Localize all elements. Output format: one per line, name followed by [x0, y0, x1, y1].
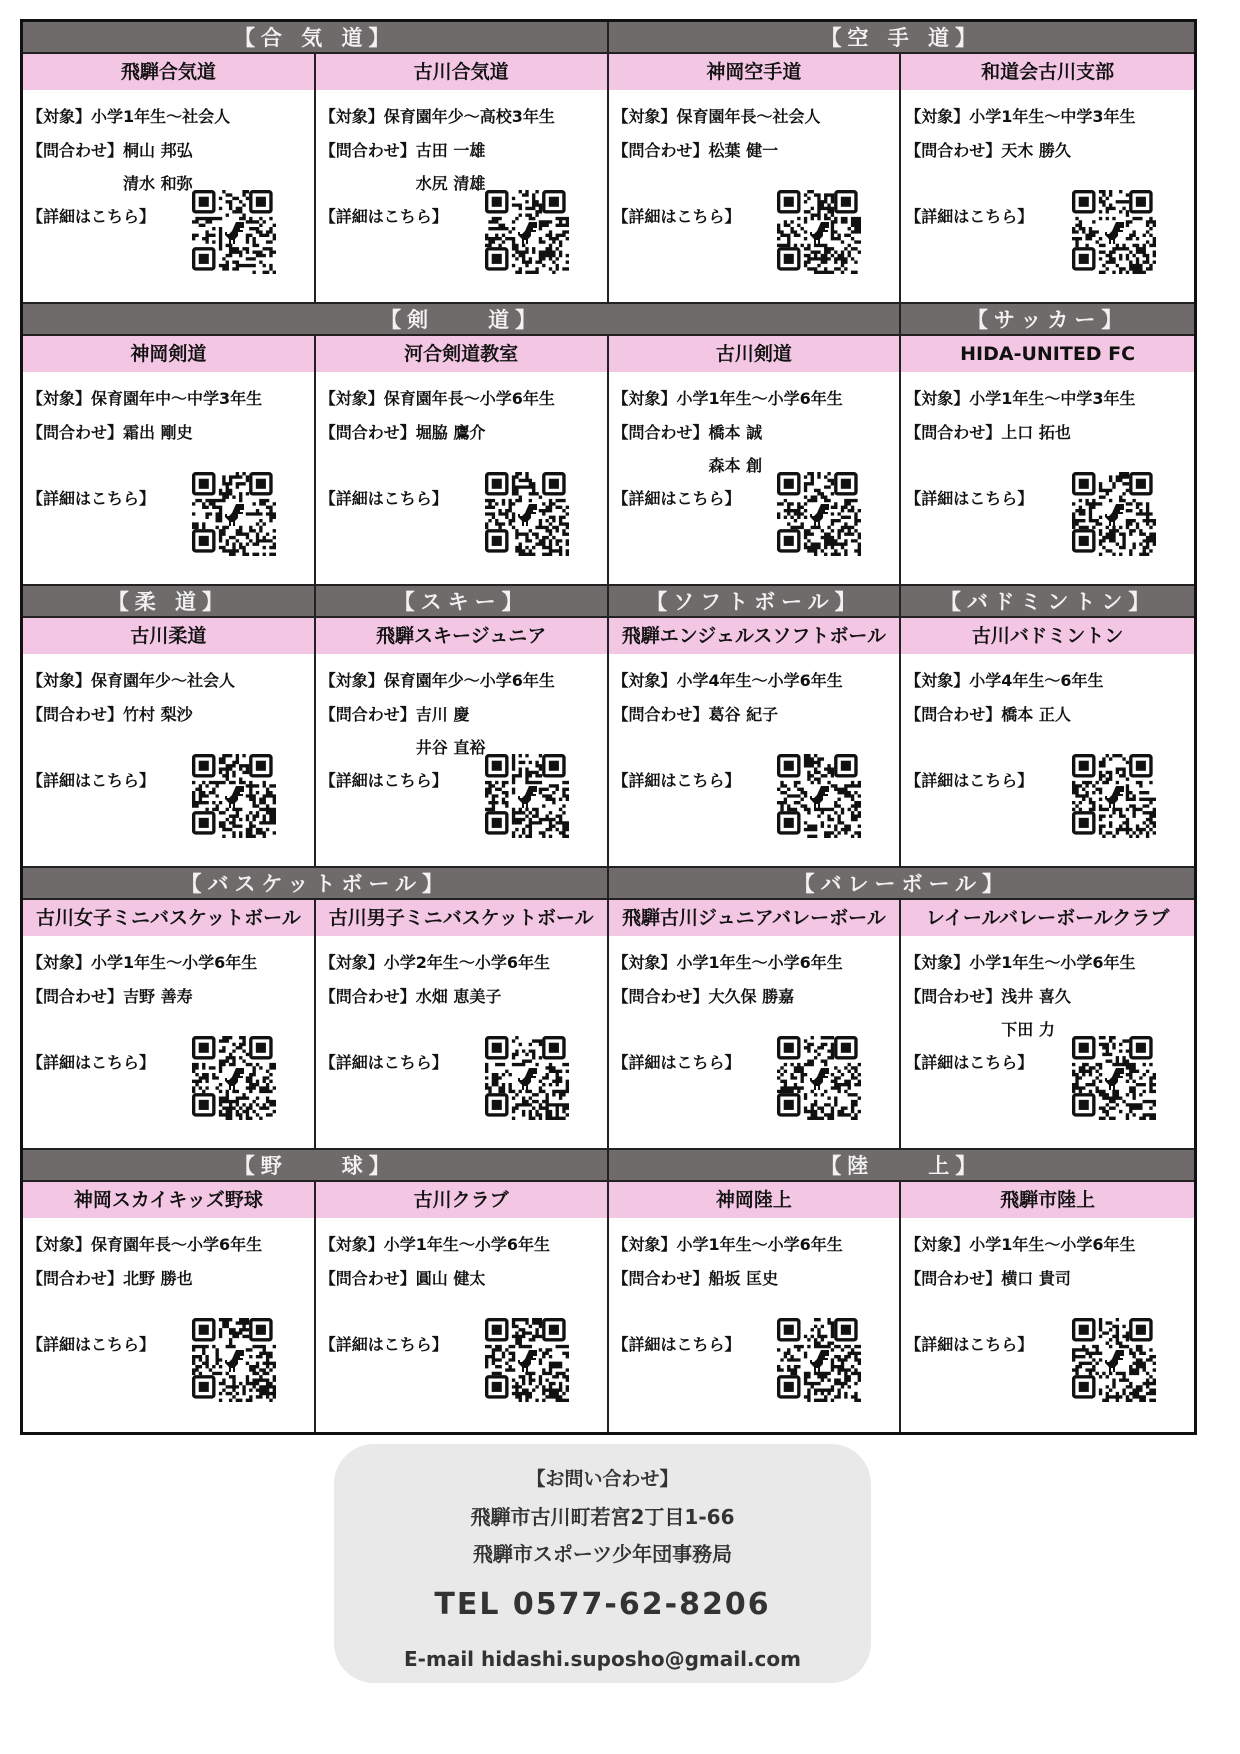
club-target	[613, 386, 843, 409]
club-name: 飛騨古川ジュニアバレーボール	[609, 900, 900, 936]
qr-code-icon[interactable]	[192, 472, 276, 556]
detail-link[interactable]: 【詳細はこちら】	[612, 207, 741, 226]
target-label: 【対象】	[905, 389, 970, 408]
contact-names	[416, 1266, 486, 1289]
contact-names	[123, 702, 193, 725]
detail-link[interactable]: 【詳細はこちら】	[319, 207, 448, 226]
contact-label: 【問合わせ】	[319, 141, 416, 160]
contact-names	[123, 138, 193, 194]
target-label: 【対象】	[27, 389, 92, 408]
target-label: 【対象】	[905, 107, 970, 126]
target-value: 小学4年生～小学6年生	[676, 671, 843, 690]
target-value: 小学4年生～6年生	[969, 671, 1104, 690]
qr-code-icon[interactable]	[192, 1318, 276, 1402]
detail-link[interactable]: 【詳細はこちら】	[319, 1335, 448, 1354]
qr-code-icon[interactable]	[1072, 754, 1156, 838]
club-name: 古川柔道	[23, 618, 314, 654]
contact-label: 【問合わせ】	[612, 141, 709, 160]
club-contact	[613, 420, 763, 476]
contact-person: 船坂 匡史	[708, 1269, 779, 1288]
section-header: 【剣 道】	[23, 304, 901, 336]
club-target	[27, 104, 230, 127]
club-card	[23, 900, 316, 1150]
contact-label: 【問合わせ】	[905, 705, 1002, 724]
club-name: 古川女子ミニバスケットボール	[23, 900, 314, 936]
target-value: 保育園年長～小学6年生	[383, 389, 555, 408]
club-card	[609, 1182, 902, 1432]
club-card	[316, 336, 609, 586]
club-card	[609, 900, 902, 1150]
contact-person: 清水 和弥	[123, 174, 193, 193]
target-label: 【対象】	[27, 1235, 92, 1254]
club-card	[23, 1182, 316, 1432]
club-name: 飛騨エンジェルスソフトボール	[609, 618, 900, 654]
info-tel[interactable]: TEL 0577-62-8206	[434, 1587, 771, 1622]
club-card	[316, 900, 609, 1150]
contact-info-box	[334, 1444, 871, 1683]
target-label: 【対象】	[27, 953, 92, 972]
detail-link[interactable]: 【詳細はこちら】	[27, 771, 156, 790]
detail-link[interactable]: 【詳細はこちら】	[27, 489, 156, 508]
qr-code-icon[interactable]	[1072, 472, 1156, 556]
club-card	[901, 900, 1194, 1150]
contact-person: 水畑 恵美子	[415, 987, 502, 1006]
target-value: 小学1年生～中学3年生	[969, 107, 1136, 126]
target-value: 保育園年少～社会人	[91, 671, 236, 690]
target-value: 小学1年生～小学6年生	[969, 953, 1136, 972]
qr-code-icon[interactable]	[777, 1318, 861, 1402]
club-name: 神岡陸上	[609, 1182, 900, 1218]
contact-person: 古田 一雄	[415, 141, 486, 160]
club-target	[320, 668, 555, 691]
detail-link[interactable]: 【詳細はこちら】	[319, 1053, 448, 1072]
club-contact	[320, 1266, 486, 1289]
target-label: 【対象】	[905, 1235, 970, 1254]
contact-names	[123, 1266, 193, 1289]
club-card	[901, 1182, 1194, 1432]
target-label: 【対象】	[319, 389, 384, 408]
club-name: 飛騨合気道	[23, 54, 314, 90]
target-value: 保育園年少～小学6年生	[383, 671, 555, 690]
contact-person: 橋本 誠	[708, 423, 763, 442]
detail-link[interactable]: 【詳細はこちら】	[612, 1053, 741, 1072]
contact-names	[416, 420, 486, 443]
target-label: 【対象】	[905, 671, 970, 690]
qr-code-icon[interactable]	[485, 190, 569, 274]
club-name: 古川剣道	[609, 336, 900, 372]
club-target	[320, 386, 555, 409]
contact-person: 圓山 健太	[415, 1269, 486, 1288]
club-name: 神岡スカイキッズ野球	[23, 1182, 314, 1218]
qr-code-icon[interactable]	[192, 754, 276, 838]
club-target	[905, 104, 1135, 127]
target-value: 小学1年生～小学6年生	[676, 953, 843, 972]
club-target	[905, 1232, 1135, 1255]
club-card	[23, 54, 316, 304]
club-name: 飛騨市陸上	[901, 1182, 1194, 1218]
target-label: 【対象】	[27, 107, 92, 126]
contact-person: 吉川 慶	[415, 705, 470, 724]
club-target	[613, 104, 821, 127]
club-target	[613, 950, 843, 973]
contact-label: 【問合わせ】	[27, 987, 124, 1006]
qr-code-icon[interactable]	[777, 754, 861, 838]
qr-code-icon[interactable]	[485, 1036, 569, 1120]
club-target	[320, 950, 550, 973]
club-target	[613, 1232, 843, 1255]
contact-label: 【問合わせ】	[319, 705, 416, 724]
detail-link[interactable]: 【詳細はこちら】	[27, 207, 156, 226]
contact-label: 【問合わせ】	[612, 1269, 709, 1288]
contact-label: 【問合わせ】	[905, 141, 1002, 160]
qr-code-icon[interactable]	[485, 1318, 569, 1402]
club-card	[23, 336, 316, 586]
detail-link[interactable]: 【詳細はこちら】	[27, 1335, 156, 1354]
club-target	[27, 668, 235, 691]
club-contact	[27, 138, 193, 194]
club-contact	[320, 420, 486, 443]
qr-code-icon[interactable]	[777, 190, 861, 274]
target-label: 【対象】	[612, 953, 677, 972]
contact-label: 【問合わせ】	[905, 1269, 1002, 1288]
contact-person: 堀脇 鷹介	[415, 423, 486, 442]
target-label: 【対象】	[612, 107, 677, 126]
target-value: 小学1年生～社会人	[91, 107, 231, 126]
contact-label: 【問合わせ】	[27, 1269, 124, 1288]
contact-person: 上口 拓也	[1001, 423, 1071, 442]
club-target	[905, 668, 1103, 691]
contact-names	[709, 420, 763, 476]
club-target	[27, 386, 262, 409]
contact-names	[709, 984, 795, 1007]
club-card	[901, 618, 1194, 868]
detail-link[interactable]: 【詳細はこちら】	[905, 207, 1034, 226]
section-header: 【空 手 道】	[609, 22, 1195, 54]
qr-code-icon[interactable]	[777, 1036, 861, 1120]
contact-person: 天木 勝久	[1001, 141, 1071, 160]
qr-code-icon[interactable]	[192, 1036, 276, 1120]
contact-names	[123, 420, 193, 443]
contact-names	[709, 702, 779, 725]
contact-person: 吉野 善寿	[123, 987, 193, 1006]
club-card	[901, 336, 1194, 586]
contact-person: 井谷 直裕	[415, 738, 486, 757]
target-value: 小学1年生～中学3年生	[969, 389, 1136, 408]
contact-names	[1001, 984, 1071, 1040]
contact-person: 浅井 喜久	[1001, 987, 1071, 1006]
target-value: 小学1年生～小学6年生	[91, 953, 258, 972]
club-contact	[905, 984, 1071, 1040]
club-contact	[320, 984, 502, 1007]
contact-names	[416, 984, 502, 1007]
contact-names	[709, 1266, 779, 1289]
club-contact	[613, 984, 795, 1007]
target-value: 保育園年長～社会人	[676, 107, 821, 126]
target-label: 【対象】	[612, 1235, 677, 1254]
contact-person: 松葉 健一	[708, 141, 779, 160]
club-card	[609, 54, 902, 304]
section-header: 【野 球】	[23, 1150, 609, 1182]
club-contact	[905, 702, 1071, 725]
qr-code-icon[interactable]	[1072, 1318, 1156, 1402]
detail-link[interactable]: 【詳細はこちら】	[27, 1053, 156, 1072]
qr-code-icon[interactable]	[1072, 190, 1156, 274]
club-contact	[27, 1266, 193, 1289]
contact-label: 【問合わせ】	[612, 987, 709, 1006]
contact-names	[709, 138, 779, 161]
club-name: 飛騨スキージュニア	[316, 618, 607, 654]
club-contact	[27, 984, 193, 1007]
club-name: レイールバレーボールクラブ	[901, 900, 1194, 936]
contact-label: 【問合わせ】	[319, 1269, 416, 1288]
target-label: 【対象】	[612, 671, 677, 690]
club-name: 古川バドミントン	[901, 618, 1194, 654]
contact-person: 葛谷 紀子	[708, 705, 779, 724]
target-value: 小学1年生～小学6年生	[383, 1235, 551, 1254]
club-contact	[613, 138, 779, 161]
club-contact	[613, 1266, 779, 1289]
club-name: HIDA-UNITED FC	[901, 336, 1194, 372]
section-header: 【ソフトボール】	[609, 586, 902, 618]
target-value: 保育園年長～小学6年生	[91, 1235, 263, 1254]
target-label: 【対象】	[319, 107, 384, 126]
detail-link[interactable]: 【詳細はこちら】	[905, 1053, 1034, 1072]
target-value: 小学2年生～小学6年生	[383, 953, 551, 972]
detail-link[interactable]: 【詳細はこちら】	[612, 771, 741, 790]
club-contact	[905, 420, 1071, 443]
contact-names	[1001, 1266, 1071, 1289]
contact-names	[123, 984, 193, 1007]
contact-label: 【問合わせ】	[319, 987, 416, 1006]
club-name: 和道会古川支部	[901, 54, 1194, 90]
section-header: 【合 気 道】	[23, 22, 609, 54]
contact-person: 水尻 清雄	[415, 174, 486, 193]
target-label: 【対象】	[27, 671, 92, 690]
club-contact	[320, 138, 486, 194]
club-target	[320, 104, 555, 127]
contact-label: 【問合わせ】	[905, 423, 1002, 442]
section-header: 【サッカー】	[901, 304, 1194, 336]
qr-code-icon[interactable]	[777, 472, 861, 556]
club-target	[613, 668, 843, 691]
club-card	[23, 618, 316, 868]
contact-names	[1001, 138, 1071, 161]
club-card	[316, 618, 609, 868]
contact-person: 北野 勝也	[123, 1269, 193, 1288]
club-name: 古川クラブ	[316, 1182, 607, 1218]
club-contact	[613, 702, 779, 725]
target-value: 小学1年生～小学6年生	[969, 1235, 1136, 1254]
info-address: 飛騨市古川町若宮2丁目1-66	[470, 1505, 735, 1529]
club-target	[27, 950, 257, 973]
section-header: 【柔 道】	[23, 586, 316, 618]
club-name: 神岡剣道	[23, 336, 314, 372]
detail-link[interactable]: 【詳細はこちら】	[319, 489, 448, 508]
club-card	[609, 336, 902, 586]
contact-person: 桐山 邦弘	[123, 141, 193, 160]
club-name: 河合剣道教室	[316, 336, 607, 372]
info-office: 飛騨市スポーツ少年団事務局	[472, 1542, 733, 1566]
qr-code-icon[interactable]	[485, 754, 569, 838]
contact-names	[1001, 420, 1071, 443]
contact-person: 大久保 勝嘉	[708, 987, 795, 1006]
detail-link[interactable]: 【詳細はこちら】	[612, 1335, 741, 1354]
section-header: 【バスケットボール】	[23, 868, 609, 900]
club-name: 神岡空手道	[609, 54, 900, 90]
contact-names	[416, 138, 486, 194]
club-contact	[27, 420, 193, 443]
contact-names	[416, 702, 486, 758]
detail-link[interactable]: 【詳細はこちら】	[905, 771, 1034, 790]
target-label: 【対象】	[612, 389, 677, 408]
section-header: 【バレーボール】	[609, 868, 1195, 900]
target-value: 保育園年中～中学3年生	[91, 389, 263, 408]
club-card	[901, 54, 1194, 304]
club-target	[27, 1232, 262, 1255]
contact-person: 横口 貴司	[1001, 1269, 1071, 1288]
target-value: 保育園年少～高校3年生	[383, 107, 555, 126]
club-name: 古川合気道	[316, 54, 607, 90]
info-email[interactable]: E-mail hidashi.suposho@gmail.com	[404, 1647, 801, 1671]
qr-code-icon[interactable]	[1072, 1036, 1156, 1120]
target-label: 【対象】	[319, 1235, 384, 1254]
contact-label: 【問合わせ】	[905, 987, 1002, 1006]
club-contact	[905, 1266, 1071, 1289]
section-header: 【バドミントン】	[901, 586, 1194, 618]
target-value: 小学1年生～小学6年生	[676, 389, 843, 408]
club-table	[20, 19, 1197, 1435]
contact-person: 橋本 正人	[1001, 705, 1071, 724]
target-label: 【対象】	[905, 953, 970, 972]
club-contact	[905, 138, 1071, 161]
qr-code-icon[interactable]	[192, 190, 276, 274]
club-contact	[320, 702, 486, 758]
target-value: 小学1年生～小学6年生	[676, 1235, 843, 1254]
detail-link[interactable]: 【詳細はこちら】	[905, 489, 1034, 508]
contact-names	[1001, 702, 1071, 725]
contact-label: 【問合わせ】	[612, 423, 709, 442]
section-header: 【陸 上】	[609, 1150, 1195, 1182]
section-header: 【スキー】	[316, 586, 609, 618]
contact-person: 霜出 剛史	[123, 423, 193, 442]
contact-person: 下田 力	[1001, 1020, 1055, 1039]
info-title: 【お問い合わせ】	[526, 1468, 679, 1490]
qr-code-icon[interactable]	[485, 472, 569, 556]
detail-link[interactable]: 【詳細はこちら】	[612, 489, 741, 508]
club-card	[316, 1182, 609, 1432]
club-target	[905, 950, 1135, 973]
contact-person: 竹村 梨沙	[123, 705, 193, 724]
target-label: 【対象】	[319, 953, 384, 972]
club-card	[316, 54, 609, 304]
club-target	[905, 386, 1135, 409]
detail-link[interactable]: 【詳細はこちら】	[905, 1335, 1034, 1354]
club-card	[609, 618, 902, 868]
contact-label: 【問合わせ】	[27, 423, 124, 442]
contact-person: 森本 創	[708, 456, 763, 475]
contact-label: 【問合わせ】	[319, 423, 416, 442]
club-contact	[27, 702, 193, 725]
target-label: 【対象】	[319, 671, 384, 690]
club-target	[320, 1232, 550, 1255]
contact-label: 【問合わせ】	[27, 141, 124, 160]
contact-label: 【問合わせ】	[612, 705, 709, 724]
contact-label: 【問合わせ】	[27, 705, 124, 724]
club-name: 古川男子ミニバスケットボール	[316, 900, 607, 936]
detail-link[interactable]: 【詳細はこちら】	[319, 771, 448, 790]
